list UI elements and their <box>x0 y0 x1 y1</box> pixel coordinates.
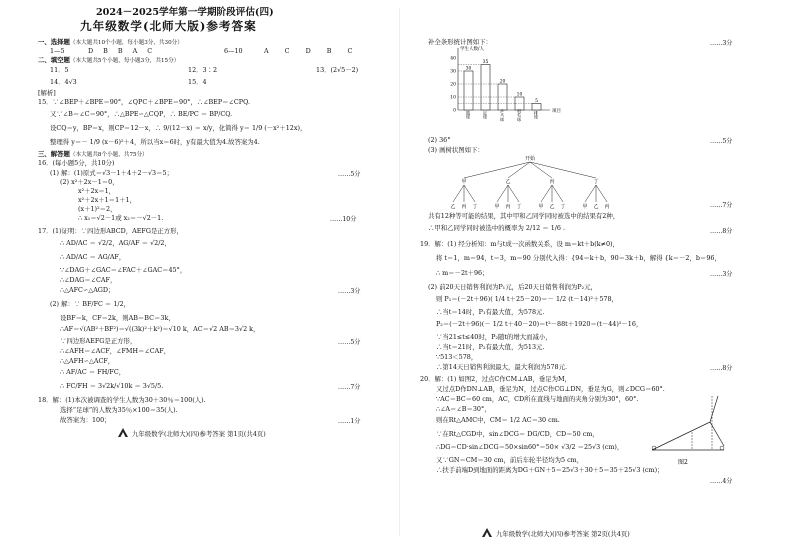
q17-score2: ……5分 <box>338 339 361 346</box>
chart-bar <box>481 65 490 111</box>
y-tick-label: 30 <box>450 69 456 75</box>
q19-line-i: ∴当t＝21时，P₂有最大值，为513元. <box>436 343 545 351</box>
q16-line5: (x＋1)²＝2， <box>78 205 117 213</box>
q16-score1: ……5分 <box>338 171 361 178</box>
q20-line-d: ∴∠A＝∠B＝30°， <box>436 405 491 413</box>
q20-line-c: ∵AC＝BC＝60 cm，AC，CD所在直线与地面的夹角分别为30°，60°. <box>436 395 639 403</box>
y-tick-label: 20 <box>450 82 456 88</box>
r-score-q2: ……5分 <box>710 138 733 145</box>
tree-branch <box>453 185 464 202</box>
q18-score1: ……1分 <box>338 418 361 425</box>
sec1-q-label: 1—5 <box>50 47 65 55</box>
tree-node-level2: 甲 <box>582 204 588 210</box>
answer-12: 12．3∶2 <box>188 66 218 74</box>
q17-line4: ∵∠DAG＋∠GAC＝∠FAC＋∠GAC＝45°， <box>60 266 187 274</box>
tree-node-level2: 丁 <box>560 204 566 210</box>
r-conclusion2: ∴甲和乙同学同时被选中的概率为 2/12 ＝ 1/6 . <box>428 224 566 232</box>
tree-branch <box>552 185 563 202</box>
q17-line6: ∴△AFC∽△AGD； <box>60 286 115 294</box>
q17-line10: ∵四边形AEFG是正方形， <box>60 337 137 345</box>
q17-line7: (2) 解：∵ BF/FC ＝ 1/2， <box>50 300 131 308</box>
q17-line13: ∴ AF/AC ＝ FH/FC， <box>60 368 126 376</box>
tree-node-level2: 丙 <box>505 204 511 210</box>
sec2-title: 二、填空题 <box>38 56 70 64</box>
tree-branch <box>541 185 552 202</box>
tree-branch <box>596 185 607 202</box>
q20-line-f: ∵在Rt△CGD中，sin∠DCG＝ DG/CD，CD＝50 cm， <box>436 430 599 438</box>
x-tick-label: 篮球 <box>466 110 471 120</box>
y-axis-label: 学生人数/人 <box>460 47 485 52</box>
tree-node-level2: 乙 <box>450 204 456 210</box>
tree-node-level1: 丁 <box>593 179 599 185</box>
chart-bar <box>532 104 541 111</box>
bar-data-label: 30 <box>465 66 472 72</box>
q17-line14: ∴ FC/FH ＝ 3√2k/√10k ＝ 3√5/5. <box>60 382 164 390</box>
q17-line12: ∴△AFH∽△ACF， <box>60 357 115 365</box>
y-tick-label: 10 <box>450 95 456 101</box>
r-top: 补全条形统计图如下： <box>428 38 492 46</box>
q20-line-g: ∴DG＝CD·sin∠DCG＝50×sin60°＝50× √3/2 ＝25√3 (cm)， <box>436 443 624 451</box>
tree-branch <box>508 162 530 178</box>
q17-line9: ∴AF＝√(AB²＋BF²)＝√((3k)²＋k²)＝√10 k，AC＝√2 AB＝3√2 k， <box>60 325 260 333</box>
sec1-q-label2: 6—10 <box>224 47 243 55</box>
r-score-top: ……3分 <box>710 40 733 47</box>
q20-line-b: 又过点D作DN⊥AB，垂足为N，过点C作CG⊥DN，垂足为G，则∠DCG＝60°. <box>436 385 665 393</box>
x-tick-label: 排球 <box>534 110 539 120</box>
q19-line-c: ∴ m＝－2t＋96； <box>436 269 489 277</box>
q19-line-b: 将 t＝1，m＝94，t＝3，m＝90 分别代入得：{94＝k＋b，90＝3k＋b，解得 {k＝－2，b＝96， <box>436 254 721 262</box>
sec2-note: （本大题共5个小题，每小题3分，共15分） <box>69 58 180 64</box>
r-conclusion1: 共有12种等可能的结果，其中甲和乙同学同时被选中的结果有2种， <box>428 212 620 220</box>
tree-branch <box>464 162 530 178</box>
y-tick-label: 0 <box>453 108 456 114</box>
q18-line1: 18．解：(1)本次被调查的学生人数为30＋30％＝100(人). <box>38 396 206 404</box>
tree-node-level1: 甲 <box>461 179 467 185</box>
bar-data-label: 5 <box>535 99 538 104</box>
tree-node-level2: 丙 <box>604 204 610 210</box>
q19-score-a: ……3分 <box>710 271 733 278</box>
q17-line11: ∴∠AFH＝∠ACF，∠FMH＝∠CAF， <box>60 347 171 355</box>
bar-chart <box>440 44 560 128</box>
figure-2-caption: 图2 <box>678 459 688 466</box>
x-tick-label: 乒乓球 <box>500 108 505 122</box>
tree-node-level2: 乙 <box>593 204 599 210</box>
answer-11: 11．5 <box>50 66 69 74</box>
q16-line6: ∴ x₁＝√2－1或 x₂＝－√2－1. <box>78 214 164 222</box>
q17-score1: ……3分 <box>338 288 361 295</box>
analysis-line3: 设CQ＝y，BP＝x，则CP＝12－x，∴ 9/(12－x) ＝ x/y，化简得 y＝ 1/9 (－x²＋12x)， <box>50 124 307 132</box>
bar-data-label: 35 <box>482 60 489 65</box>
publisher-logo-icon <box>118 428 128 438</box>
footer-right-text: 九年级数学(北师大)(四)参考答案 第2页(共4页) <box>496 529 630 538</box>
q20-score: ……4分 <box>710 478 733 485</box>
q19-score-b: ……8分 <box>710 365 733 372</box>
q16-line4: x²＋2x＋1＝1＋1， <box>78 196 136 204</box>
q19-line-f: ∴当t＝14时，P₁有最大值，为578元. <box>436 308 545 316</box>
q17-score3: ……7分 <box>338 384 361 391</box>
tree-node-level2: 丁 <box>472 204 478 210</box>
q17-line3: ∴ AD/AC ＝ AG/AF， <box>60 253 126 261</box>
tree-branch <box>497 185 508 202</box>
bar-data-label: 10 <box>516 92 523 98</box>
q17-line1: 17．(1)证明：∵四边形ABCD，AEFG是正方形， <box>38 227 183 235</box>
analysis-line4: 整理得 y＝－ 1/9 (x－6)²＋4，所以当x＝6时，y有最大值为4.故答案为4. <box>50 138 260 146</box>
tree-branch <box>585 185 596 202</box>
q16-line1: (1) 解：(1)原式＝√3－1＋4＋2－√3＝5； <box>50 169 173 177</box>
q20-line-e: 则在Rt△AMC中，CM＝ 1/2 AC＝30 cm. <box>436 416 560 424</box>
q17-line8: 设BF＝k，CF＝2k，则AB＝BC＝3k， <box>60 314 175 322</box>
answer-15: 15．4 <box>188 78 207 86</box>
chart-layer <box>450 45 561 123</box>
q19-line-d: (2) 前20天日销售利润为P₁元，后20天日销售利润为P₂元， <box>428 283 597 291</box>
analysis-line1: 15．∵∠BEP＋∠BPE＝90°，∠QPC＋∠BPE＝90°，∴∠BEP＝∠CPQ. <box>38 98 251 106</box>
bar-data-label: 20 <box>499 79 506 85</box>
tree-layer <box>450 155 609 210</box>
q20-line-a: 20．解：(1) 如图2，过点C作CM⊥AB，垂足为M， <box>420 375 571 383</box>
sec1-answers-a: D B B A C <box>88 47 153 55</box>
answer-14: 14．4√3 <box>50 78 77 86</box>
tree-branch <box>530 162 552 178</box>
footer-right <box>482 528 630 538</box>
r-score-c: ……8分 <box>710 228 733 235</box>
q17-line5: ∴∠DAG＝∠CAF， <box>60 276 117 284</box>
q19-line-a: 19．解：(1) 经分析知：m与t成一次函数关系，设 m＝kt＋b(k≠0)， <box>420 240 619 248</box>
q20-line-i: ∴扶手前端D到地面的距离为DG＋GN＋5＝25√3＋30＋5＝35＋25√3 (cm)； <box>436 466 664 474</box>
answer-13: 13．(2√5－2) <box>316 66 359 74</box>
q16-line3: x²＋2x＝1， <box>78 187 116 195</box>
tree-node-level2: 乙 <box>549 204 555 210</box>
footer-left-text: 九年级数学(北师大)(四)参考答案 第1页(共4页) <box>132 429 266 438</box>
figure-2-diagram <box>648 388 728 468</box>
y-tick-label: 40 <box>450 56 456 62</box>
tree-node-level1: 丙 <box>549 179 555 185</box>
q19-line-e: 则 P₁＝(－2t＋96)( 1/4 t＋25－20)＝－ 1/2 (t－14)²＋578， <box>436 295 618 303</box>
q18-line2: 选择“足球”的人数为35％×100＝35(人). <box>60 406 178 414</box>
x-tick-label: 羽毛球 <box>517 108 522 122</box>
sec3-note: （本大题共8个小题，共75分） <box>69 152 148 158</box>
tree-branch <box>530 162 596 178</box>
x-tick-label: 足球 <box>483 110 488 120</box>
q17-line2: ∴ AD/AC ＝ √2/2，AG/AF ＝ √2/2， <box>60 239 171 247</box>
q19-line-k: ∴第14天日销售利润最大，最大利润为578元. <box>436 363 568 371</box>
analysis-tag: [解析] <box>38 89 56 97</box>
q16-score2: ……10分 <box>330 216 357 223</box>
r-q2: (2) 36° <box>428 136 451 144</box>
sec3-title: 三、解答题 <box>38 150 70 158</box>
footer-left <box>118 428 266 438</box>
left-page <box>38 0 418 543</box>
tree-node-level2: 丁 <box>516 204 522 210</box>
tree-diagram <box>440 154 620 214</box>
sec1-answers-b: A C D B C <box>264 47 353 55</box>
x-axis-label: 项目 <box>552 109 561 114</box>
analysis-line2: 又∵∠B＝∠C＝90°，∴△BPE∽△CQP，∴ BE/PC ＝ BP/CQ. <box>50 110 233 118</box>
header-line2: 九年级数学(北师大版)参考答案 <box>80 19 257 33</box>
q18-line3: 故答案为：100； <box>60 416 111 424</box>
tree-node-level2: 甲 <box>538 204 544 210</box>
tree-branch <box>464 185 475 202</box>
q16-line2: (2) x²＋2x－1＝0， <box>60 178 119 186</box>
tree-node-level2: 甲 <box>494 204 500 210</box>
sec1-title: 一、选择题 <box>38 38 70 46</box>
q19-line-g: P₂＝(－2t＋96)(－ 1/2 t＋40－20)＝t²－88t＋1920＝(t－44)²－16， <box>436 320 643 328</box>
tree-root: 开始 <box>524 156 536 162</box>
q19-line-h: ∵当21≤t≤40时，P₂随t的增大而减小， <box>436 333 552 341</box>
chart-bar <box>464 71 473 110</box>
r-q3: (3) 画树状图如下： <box>428 146 484 154</box>
q16-head: 16．(每小题5分，共10分) <box>38 159 115 167</box>
tree-node-level2: 丙 <box>461 204 467 210</box>
sec1-note: （本大题共10个小题，每小题3分，共30分） <box>69 40 183 46</box>
tree-branch <box>508 185 519 202</box>
q20-line-h: 又∵GN＝CM＝30 cm，前后车轮半径均为5 cm， <box>436 456 584 464</box>
header-line1: 2024－2025学年第一学期阶段评估(四) <box>96 7 274 18</box>
publisher-logo-icon <box>482 528 492 538</box>
right-page <box>420 0 800 543</box>
r-score-tree: ……7分 <box>710 202 733 209</box>
tree-node-level1: 乙 <box>505 179 511 185</box>
q19-line-j: ∵513＜578， <box>436 353 478 361</box>
